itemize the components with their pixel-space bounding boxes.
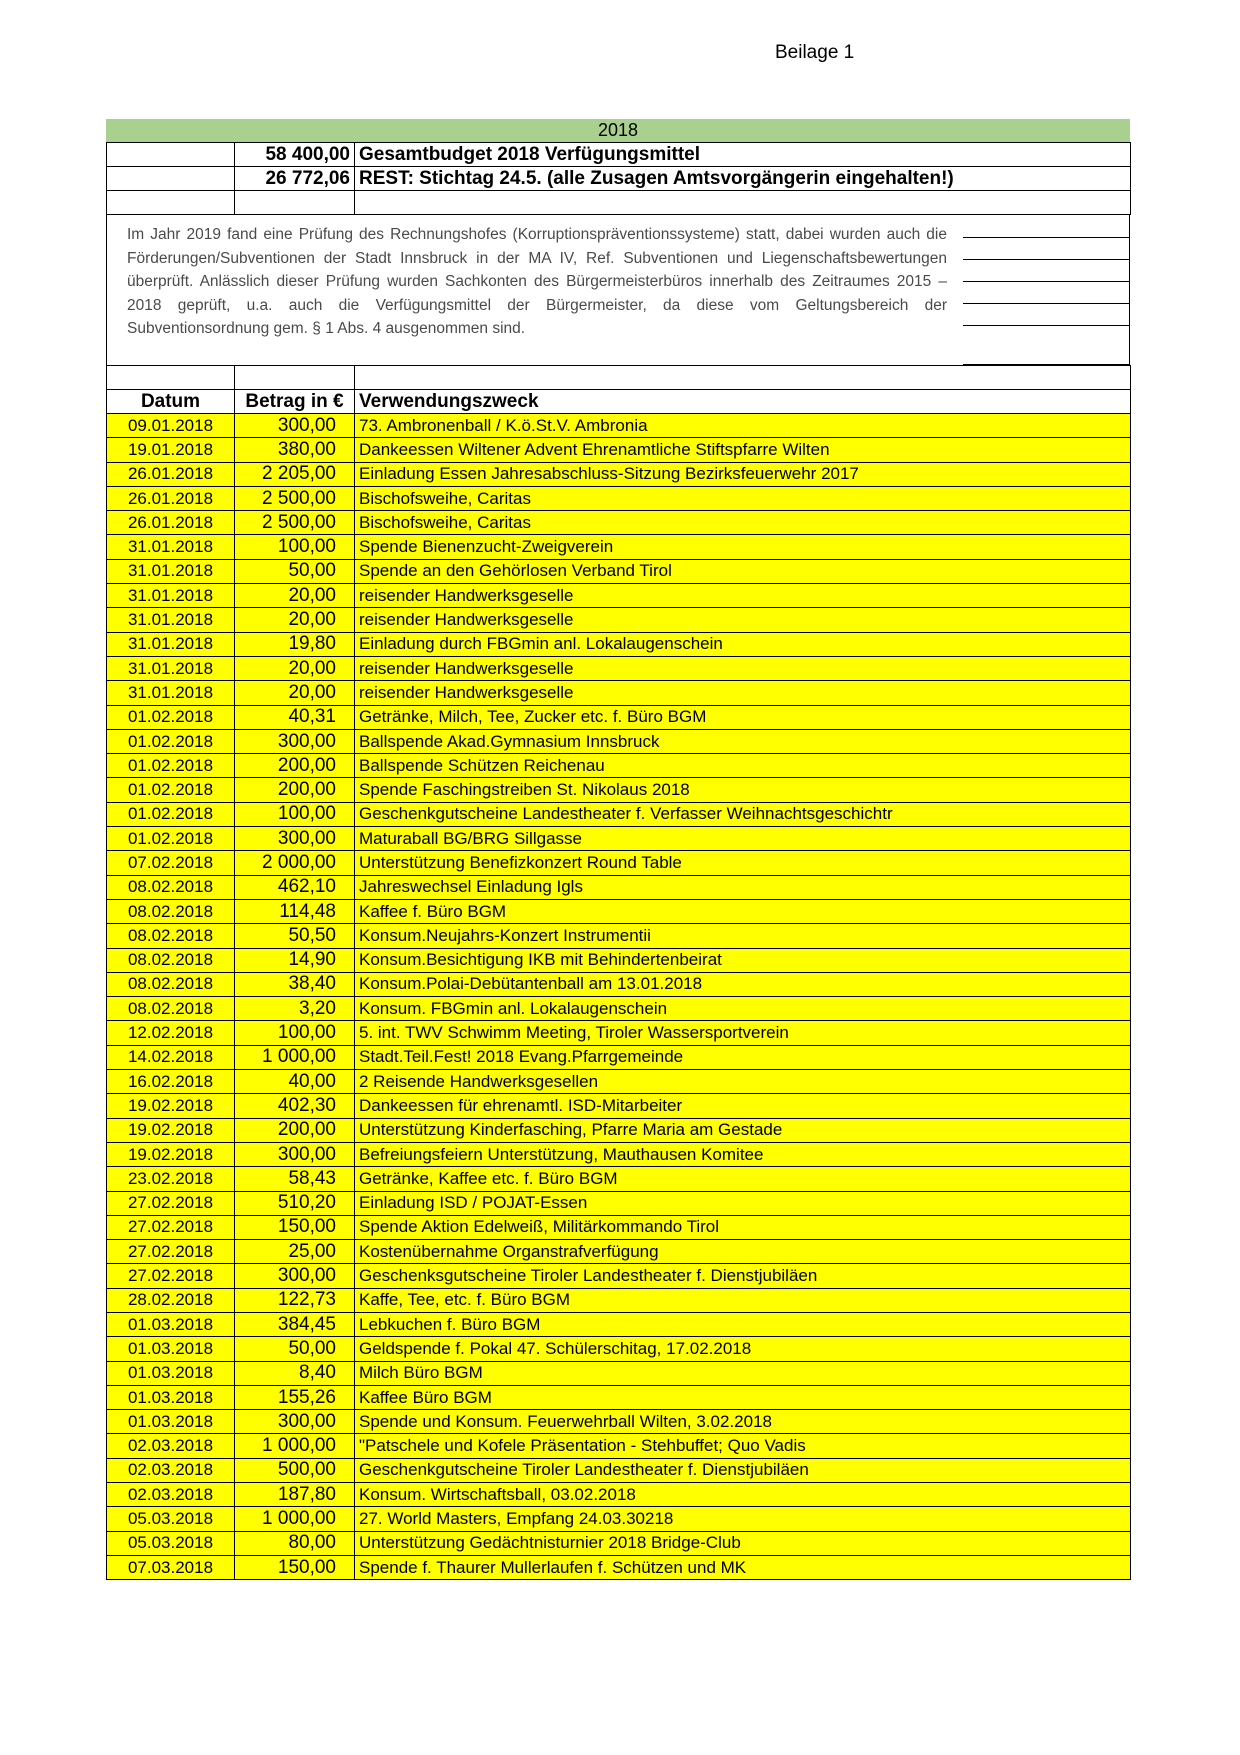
- row-amount: 8,40: [235, 1361, 355, 1385]
- row-purpose: Einladung durch FBGmin anl. Lokalaugenschein: [355, 632, 1131, 656]
- row-purpose: Spende an den Gehörlosen Verband Tirol: [355, 559, 1131, 583]
- row-purpose: Bischofsweihe, Caritas: [355, 486, 1131, 510]
- row-amount: 19,80: [235, 632, 355, 656]
- row-purpose: reisender Handwerksgeselle: [355, 656, 1131, 680]
- table-row: [107, 656, 1131, 680]
- row-purpose: 5. int. TWV Schwimm Meeting, Tiroler Wassersportverein: [355, 1021, 1131, 1045]
- row-purpose: Jahreswechsel Einladung Igls: [355, 875, 1131, 899]
- row-date: 01.02.2018: [107, 802, 235, 826]
- row-amount: 40,31: [235, 705, 355, 729]
- row-amount: 300,00: [235, 1142, 355, 1166]
- row-amount: 2 205,00: [235, 462, 355, 486]
- row-purpose: Milch Büro BGM: [355, 1361, 1131, 1385]
- row-amount: 510,20: [235, 1191, 355, 1215]
- table-row: [107, 1191, 1131, 1215]
- row-date: 26.01.2018: [107, 462, 235, 486]
- row-purpose: Konsum.Polai-Debütantenball am 13.01.2018: [355, 972, 1131, 996]
- row-purpose: Konsum.Besichtigung IKB mit Behindertenbeirat: [355, 948, 1131, 972]
- row-amount: 2 500,00: [235, 511, 355, 535]
- row-date: 01.03.2018: [107, 1312, 235, 1336]
- row-amount: 80,00: [235, 1531, 355, 1555]
- row-purpose: 2 Reisende Handwerksgesellen: [355, 1070, 1131, 1094]
- table-row: [107, 486, 1131, 510]
- row-purpose: Getränke, Kaffee etc. f. Büro BGM: [355, 1167, 1131, 1191]
- empty-cell: [107, 167, 235, 191]
- row-date: 08.02.2018: [107, 899, 235, 923]
- row-date: 31.01.2018: [107, 656, 235, 680]
- row-purpose: Spende Aktion Edelweiß, Militärkommando Tirol: [355, 1215, 1131, 1239]
- expense-sheet: [106, 119, 1130, 1580]
- row-amount: 50,50: [235, 924, 355, 948]
- row-purpose: Stadt.Teil.Fest! 2018 Evang.Pfarrgemeinde: [355, 1045, 1131, 1069]
- table-row: [107, 1118, 1131, 1142]
- row-amount: 150,00: [235, 1215, 355, 1239]
- budget-rest-amount: 26 772,06: [235, 167, 355, 191]
- budget-total-amount: 58 400,00: [235, 143, 355, 167]
- table-row: [107, 851, 1131, 875]
- table-row: [107, 1215, 1131, 1239]
- row-purpose: Spende Bienenzucht-Zweigverein: [355, 535, 1131, 559]
- row-purpose: reisender Handwerksgeselle: [355, 608, 1131, 632]
- row-date: 01.02.2018: [107, 754, 235, 778]
- row-date: 02.03.2018: [107, 1434, 235, 1458]
- row-date: 14.02.2018: [107, 1045, 235, 1069]
- row-amount: 20,00: [235, 584, 355, 608]
- row-date: 08.02.2018: [107, 924, 235, 948]
- row-amount: 3,20: [235, 997, 355, 1021]
- row-amount: 20,00: [235, 656, 355, 680]
- row-date: 26.01.2018: [107, 486, 235, 510]
- row-date: 31.01.2018: [107, 535, 235, 559]
- row-date: 16.02.2018: [107, 1070, 235, 1094]
- budget-total-row: [107, 143, 1131, 167]
- table-row: [107, 1288, 1131, 1312]
- table-row: [107, 1385, 1131, 1409]
- row-purpose: Kaffee Büro BGM: [355, 1385, 1131, 1409]
- row-purpose: reisender Handwerksgeselle: [355, 584, 1131, 608]
- row-purpose: Dankeessen für ehrenamtl. ISD-Mitarbeiter: [355, 1094, 1131, 1118]
- row-purpose: Geldspende f. Pokal 47. Schülerschitag, 17.02.2018: [355, 1337, 1131, 1361]
- column-header-row: [107, 390, 1131, 414]
- row-amount: 50,00: [235, 559, 355, 583]
- table-row: [107, 1312, 1131, 1336]
- table-row: [107, 1410, 1131, 1434]
- table-row: [107, 438, 1131, 462]
- row-date: 07.03.2018: [107, 1555, 235, 1579]
- row-amount: 1 000,00: [235, 1507, 355, 1531]
- header-purpose: Verwendungszweck: [355, 390, 1131, 414]
- row-amount: 300,00: [235, 827, 355, 851]
- year-header: 2018: [106, 119, 1130, 142]
- table-row: [107, 1240, 1131, 1264]
- row-amount: 50,00: [235, 1337, 355, 1361]
- table-row: [107, 754, 1131, 778]
- table-row: [107, 1264, 1131, 1288]
- row-amount: 380,00: [235, 438, 355, 462]
- row-purpose: Dankeessen Wiltener Advent Ehrenamtliche Stiftspfarre Wilten: [355, 438, 1131, 462]
- row-date: 31.01.2018: [107, 608, 235, 632]
- row-purpose: Bischofsweihe, Caritas: [355, 511, 1131, 535]
- row-date: 31.01.2018: [107, 632, 235, 656]
- row-amount: 122,73: [235, 1288, 355, 1312]
- header-date: Datum: [107, 390, 235, 414]
- row-date: 27.02.2018: [107, 1215, 235, 1239]
- table-row: [107, 729, 1131, 753]
- row-purpose: Kaffe, Tee, etc. f. Büro BGM: [355, 1288, 1131, 1312]
- row-purpose: Konsum. Wirtschaftsball, 03.02.2018: [355, 1483, 1131, 1507]
- table-row: [107, 802, 1131, 826]
- table-row: [107, 997, 1131, 1021]
- row-purpose: Einladung ISD / POJAT-Essen: [355, 1191, 1131, 1215]
- table-row: [107, 1434, 1131, 1458]
- row-purpose: Konsum.Neujahrs-Konzert Instrumentii: [355, 924, 1131, 948]
- table-row: [107, 511, 1131, 535]
- row-amount: 200,00: [235, 778, 355, 802]
- row-date: 01.02.2018: [107, 729, 235, 753]
- table-row: [107, 535, 1131, 559]
- audit-note-text: Im Jahr 2019 fand eine Prüfung des Rechnungshofes (Korruptionspräventionssysteme) statt, dabei wurden auch die Förderungen/Subventionen der Stadt Innsbruck in der MA IV, Ref. Subventionen und Liegenschaftsbewertungen überprüft. Anlässlich dieser Prüfung wurden Sachkonten des Bürgermeisterbüros innerhalb des Zeitraumes 2015 – 2018 geprüft, u.a. auch die Verfügungsmittel der Bürgermeister, da diese vom Geltungsbereich der Subventionsordnung gem. § 1 Abs. 4 ausgenommen sind.: [127, 226, 947, 337]
- row-date: 26.01.2018: [107, 511, 235, 535]
- row-date: 02.03.2018: [107, 1483, 235, 1507]
- row-amount: 462,10: [235, 875, 355, 899]
- table-row: [107, 1070, 1131, 1094]
- row-date: 19.02.2018: [107, 1118, 235, 1142]
- table-row: [107, 1507, 1131, 1531]
- table-row: [107, 1483, 1131, 1507]
- row-purpose: Maturaball BG/BRG Sillgasse: [355, 827, 1131, 851]
- row-amount: 187,80: [235, 1483, 355, 1507]
- row-amount: 1 000,00: [235, 1434, 355, 1458]
- row-date: 01.02.2018: [107, 778, 235, 802]
- blank-row: [107, 366, 1131, 390]
- row-date: 05.03.2018: [107, 1531, 235, 1555]
- row-date: 27.02.2018: [107, 1264, 235, 1288]
- header-amount: Betrag in €: [235, 390, 355, 414]
- table-row: [107, 1021, 1131, 1045]
- table-row: [107, 1045, 1131, 1069]
- row-purpose: 27. World Masters, Empfang 24.03.30218: [355, 1507, 1131, 1531]
- row-date: 31.01.2018: [107, 584, 235, 608]
- table-row: [107, 827, 1131, 851]
- table-row: [107, 462, 1131, 486]
- row-purpose: Kaffee f. Büro BGM: [355, 899, 1131, 923]
- table-row: [107, 681, 1131, 705]
- row-date: 27.02.2018: [107, 1240, 235, 1264]
- expense-rows: [107, 414, 1131, 1580]
- table-row: [107, 924, 1131, 948]
- row-date: 31.01.2018: [107, 559, 235, 583]
- row-date: 28.02.2018: [107, 1288, 235, 1312]
- row-amount: 100,00: [235, 1021, 355, 1045]
- row-date: 01.03.2018: [107, 1385, 235, 1409]
- row-date: 01.02.2018: [107, 827, 235, 851]
- row-purpose: Unterstützung Gedächtnisturnier 2018 Bridge-Club: [355, 1531, 1131, 1555]
- table-row: [107, 1094, 1131, 1118]
- row-purpose: 73. Ambronenball / K.ö.St.V. Ambronia: [355, 414, 1131, 438]
- row-amount: 14,90: [235, 948, 355, 972]
- table-row: [107, 608, 1131, 632]
- row-purpose: Spende f. Thaurer Mullerlaufen f. Schützen und MK: [355, 1555, 1131, 1579]
- row-purpose: Ballspende Akad.Gymnasium Innsbruck: [355, 729, 1131, 753]
- row-date: 23.02.2018: [107, 1167, 235, 1191]
- table-row: [107, 1531, 1131, 1555]
- table-row: [107, 1337, 1131, 1361]
- row-amount: 155,26: [235, 1385, 355, 1409]
- row-date: 31.01.2018: [107, 681, 235, 705]
- row-purpose: Spende und Konsum. Feuerwehrball Wilten, 3.02.2018: [355, 1410, 1131, 1434]
- row-amount: 100,00: [235, 535, 355, 559]
- row-purpose: Geschenkgutscheine Tiroler Landestheater f. Dienstjubiläen: [355, 1458, 1131, 1482]
- row-purpose: "Patschele und Kofele Präsentation - Stehbuffet; Quo Vadis: [355, 1434, 1131, 1458]
- row-amount: 2 000,00: [235, 851, 355, 875]
- budget-rest-label: REST: Stichtag 24.5. (alle Zusagen Amtsvorgängerin eingehalten!): [355, 167, 1131, 191]
- row-date: 01.03.2018: [107, 1410, 235, 1434]
- table-row: [107, 875, 1131, 899]
- row-date: 08.02.2018: [107, 997, 235, 1021]
- table-row: [107, 584, 1131, 608]
- table-row: [107, 899, 1131, 923]
- row-date: 27.02.2018: [107, 1191, 235, 1215]
- row-purpose: Konsum. FBGmin anl. Lokalaugenschein: [355, 997, 1131, 1021]
- row-date: 05.03.2018: [107, 1507, 235, 1531]
- row-date: 07.02.2018: [107, 851, 235, 875]
- table-row: [107, 1555, 1131, 1579]
- table-row: [107, 1142, 1131, 1166]
- budget-rest-row: [107, 167, 1131, 191]
- table-row: [107, 559, 1131, 583]
- row-amount: 300,00: [235, 1264, 355, 1288]
- row-amount: 2 500,00: [235, 486, 355, 510]
- attachment-label: Beilage 1: [775, 42, 855, 63]
- row-purpose: Unterstützung Kinderfasching, Pfarre Maria am Gestade: [355, 1118, 1131, 1142]
- row-amount: 20,00: [235, 681, 355, 705]
- row-date: 01.02.2018: [107, 705, 235, 729]
- row-purpose: Lebkuchen f. Büro BGM: [355, 1312, 1131, 1336]
- row-amount: 384,45: [235, 1312, 355, 1336]
- row-amount: 100,00: [235, 802, 355, 826]
- row-purpose: Kostenübernahme Organstrafverfügung: [355, 1240, 1131, 1264]
- row-date: 19.01.2018: [107, 438, 235, 462]
- row-amount: 300,00: [235, 1410, 355, 1434]
- row-date: 01.03.2018: [107, 1361, 235, 1385]
- table-row: [107, 632, 1131, 656]
- row-amount: 25,00: [235, 1240, 355, 1264]
- table-row: [107, 972, 1131, 996]
- row-purpose: Spende Faschingstreiben St. Nikolaus 2018: [355, 778, 1131, 802]
- row-purpose: Einladung Essen Jahresabschluss-Sitzung Bezirksfeuerwehr 2017: [355, 462, 1131, 486]
- table-row: [107, 1458, 1131, 1482]
- row-purpose: reisender Handwerksgeselle: [355, 681, 1131, 705]
- row-purpose: Befreiungsfeiern Unterstützung, Mauthausen Komitee: [355, 1142, 1131, 1166]
- row-amount: 300,00: [235, 414, 355, 438]
- row-date: 01.03.2018: [107, 1337, 235, 1361]
- table-row: [107, 948, 1131, 972]
- table-row: [107, 778, 1131, 802]
- row-amount: 58,43: [235, 1167, 355, 1191]
- table-row: [107, 1361, 1131, 1385]
- table-row: [107, 414, 1131, 438]
- row-date: 08.02.2018: [107, 972, 235, 996]
- row-amount: 150,00: [235, 1555, 355, 1579]
- row-amount: 402,30: [235, 1094, 355, 1118]
- row-date: 19.02.2018: [107, 1094, 235, 1118]
- row-date: 08.02.2018: [107, 875, 235, 899]
- row-purpose: Geschenksgutscheine Tiroler Landestheater f. Dienstjubiläen: [355, 1264, 1131, 1288]
- row-amount: 300,00: [235, 729, 355, 753]
- row-amount: 500,00: [235, 1458, 355, 1482]
- row-date: 09.01.2018: [107, 414, 235, 438]
- row-date: 02.03.2018: [107, 1458, 235, 1482]
- row-amount: 200,00: [235, 1118, 355, 1142]
- row-purpose: Ballspende Schützen Reichenau: [355, 754, 1131, 778]
- expense-table: [106, 365, 1131, 1580]
- row-amount: 200,00: [235, 754, 355, 778]
- budget-total-label: Gesamtbudget 2018 Verfügungsmittel: [355, 143, 1131, 167]
- audit-note-box: [106, 215, 1130, 365]
- row-amount: 38,40: [235, 972, 355, 996]
- row-amount: 20,00: [235, 608, 355, 632]
- row-date: 19.02.2018: [107, 1142, 235, 1166]
- row-date: 12.02.2018: [107, 1021, 235, 1045]
- row-purpose: Unterstützung Benefizkonzert Round Table: [355, 851, 1131, 875]
- row-purpose: Getränke, Milch, Tee, Zucker etc. f. Büro BGM: [355, 705, 1131, 729]
- table-row: [107, 1167, 1131, 1191]
- row-date: 08.02.2018: [107, 948, 235, 972]
- row-purpose: Geschenkgutscheine Landestheater f. Verfasser Weihnachtsgeschichtr: [355, 802, 1131, 826]
- empty-cell: [107, 143, 235, 167]
- blank-row: [107, 191, 1131, 215]
- row-amount: 40,00: [235, 1070, 355, 1094]
- row-amount: 114,48: [235, 899, 355, 923]
- summary-table: [106, 142, 1131, 215]
- row-amount: 1 000,00: [235, 1045, 355, 1069]
- table-row: [107, 705, 1131, 729]
